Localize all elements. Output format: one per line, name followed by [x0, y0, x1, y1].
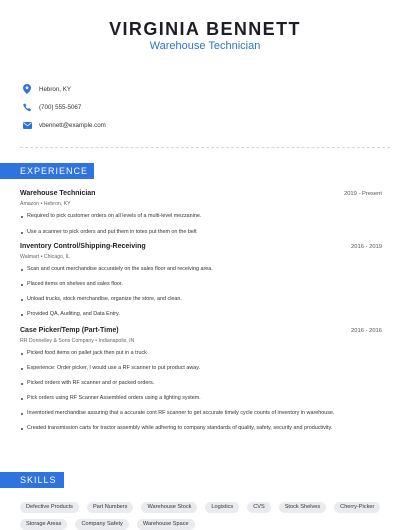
skills-list	[20, 502, 390, 530]
skill-tag: Storage Areas	[20, 519, 67, 530]
contact-phone	[22, 100, 81, 114]
job-role: Warehouse Technician	[149, 40, 261, 52]
job-title: Case Picker/Temp (Part-Time)	[20, 327, 119, 334]
bullet-item: Created transmission carts for tractor assembly while adhering to company standards of quality, safety, security and productivity.	[20, 425, 390, 432]
bullet-item: Inventoried merchandise assuring that a accurate cont RF scanner to get accurate timely cycle counts of inventory in warehouse.	[20, 410, 390, 417]
job-dates: 2016 - 2019	[351, 244, 382, 250]
experience-section-header: EXPERIENCE	[0, 163, 94, 179]
bullet-item: Pick orders using RF Scanner Assembled orders using a lighting system.	[20, 395, 390, 402]
bullet-item: Experience: Order picker, I would use a RF scanner to put product away.	[20, 365, 390, 372]
contact-email-text: vbennett@example.com	[39, 121, 106, 129]
contact-location	[22, 82, 71, 96]
skill-tag: Defective Products	[20, 502, 79, 513]
job-location: Indianapolis, IN	[98, 338, 135, 344]
bullet-item: Picked orders with RF scanner and or packed orders.	[20, 380, 390, 387]
contact-email	[22, 118, 106, 132]
job-bullets	[20, 266, 390, 318]
bullet-item: Use a scanner to pick orders and put them in totes put them on the belt	[20, 229, 390, 236]
experience-item-2	[20, 243, 390, 318]
skills-section-header: SKILLS	[0, 472, 64, 488]
skill-tag: Part Numbers	[87, 502, 134, 513]
skill-tag: CVS	[247, 502, 271, 513]
contact-location-text: Hebron, KY	[39, 85, 71, 93]
location-pin-icon	[22, 84, 32, 94]
candidate-name: VIRGINIA BENNETT	[109, 19, 301, 39]
email-icon	[22, 120, 32, 130]
job-company-line: Amazon • Hebron, KY	[20, 201, 71, 207]
job-title: Inventory Control/Shipping-Receiving	[20, 243, 146, 250]
job-title: Warehouse Technician	[20, 190, 96, 197]
bullet-item: Picked food items on pallet jack then put in a truck	[20, 350, 390, 357]
job-dates: 2016 - 2016	[351, 328, 382, 334]
job-company-line: Walmart • Chicago, IL	[20, 254, 71, 260]
skill-tag: Company Safety	[75, 519, 128, 530]
skill-tag: Logistics	[205, 502, 239, 513]
skill-tag: Warehouse Stock	[141, 502, 197, 513]
header-divider	[20, 147, 390, 148]
job-company: Walmart	[20, 254, 40, 260]
experience-item-3	[20, 327, 390, 432]
skill-tag: Cherry-Picker	[334, 502, 380, 513]
job-company-line: RR Donnelley & Sons Company • Indianapolis, IN	[20, 338, 135, 344]
phone-icon	[22, 102, 32, 112]
job-bullets	[20, 350, 390, 432]
bullet-item: Provided QA, Auditing, and Data Entry.	[20, 311, 390, 318]
contact-phone-text: (700) 555-5067	[39, 103, 82, 111]
job-location: Chicago, IL	[43, 254, 71, 260]
job-dates: 2019 - Present	[343, 191, 382, 197]
bullet-item: Scan and count merchandise accurately on the sales floor and receiving area.	[20, 266, 390, 273]
job-company: RR Donnelley & Sons Company	[20, 338, 94, 344]
job-bullets	[20, 213, 390, 236]
job-location: Hebron, KY	[43, 201, 71, 207]
bullet-item: Required to pick customer orders on all levels of a multi-level mezzanine.	[20, 213, 390, 220]
skill-tag: Warehouse Space	[137, 519, 195, 530]
experience-item-1	[20, 190, 390, 236]
skill-tag: Stock Shelves	[279, 502, 326, 513]
job-company: Amazon	[20, 201, 40, 207]
bullet-item: Unload trucks, stock merchandise, organize the store, and clean.	[20, 296, 390, 303]
bullet-item: Placed items on shelves and sales floor.	[20, 281, 390, 288]
